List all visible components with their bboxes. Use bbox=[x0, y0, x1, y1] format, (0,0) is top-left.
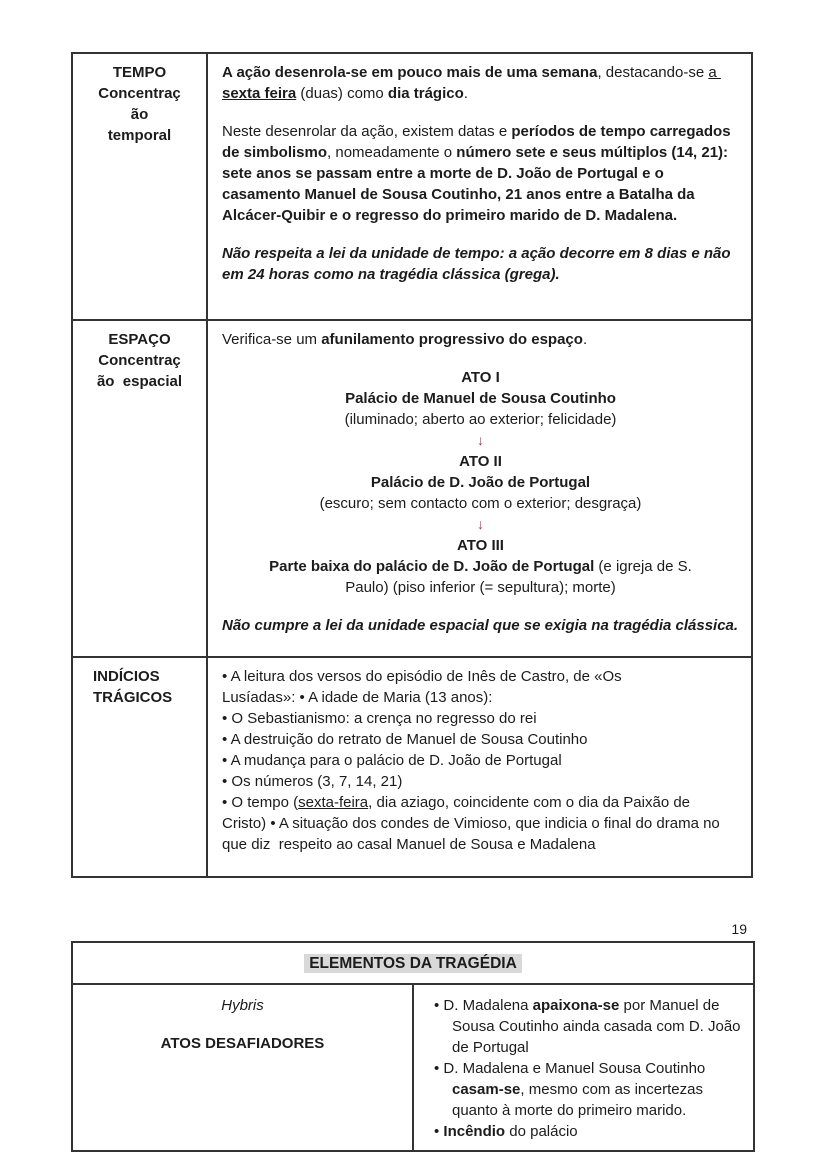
text-segment: ATO II bbox=[459, 453, 502, 470]
text-segment: . bbox=[463, 85, 468, 102]
text-line bbox=[222, 472, 739, 493]
text-segment: Concentraç bbox=[98, 85, 181, 102]
row-header-cell-espaco bbox=[72, 320, 207, 657]
text-line bbox=[222, 813, 739, 834]
text-segment: Cristo) • A situação dos condes de Vimioso, que indicia o final do drama no bbox=[222, 815, 720, 832]
text-segment: casam-se bbox=[452, 1081, 521, 1098]
text-segment: • A mudança para o palácio de D. João de Portugal bbox=[222, 752, 562, 769]
text-line bbox=[79, 995, 406, 1016]
tempo-espaco-indicios-table bbox=[71, 52, 753, 878]
text-segment: por Manuel de Sousa Coutinho ainda casada com D. João de Portugal bbox=[452, 997, 745, 1056]
text-segment: Não respeita a lei da unidade de tempo: a ação decorre em 8 dias e não em 24 horas como na tragédia clássica (grega). bbox=[222, 245, 735, 283]
text-line bbox=[79, 125, 200, 146]
text-segment: a bbox=[708, 64, 721, 81]
text-segment: , destacando-se bbox=[597, 64, 709, 81]
text-segment: Neste desenrolar da ação, existem datas e bbox=[222, 123, 512, 140]
text-segment: ão espacial bbox=[96, 373, 183, 390]
text-segment: • D. Madalena bbox=[434, 997, 533, 1014]
text-segment: que diz respeito ao casal Manuel de Sousa e Madalena bbox=[222, 836, 596, 853]
row-content-cell-espaco bbox=[207, 320, 752, 657]
text-segment: Lusíadas»: • A idade de Maria (13 anos): bbox=[222, 689, 493, 706]
text-segment: • Os números (3, 7, 14, 21) bbox=[222, 773, 403, 790]
text-segment: • A leitura dos versos do episódio de Inês de Castro, de «Os bbox=[222, 668, 622, 685]
text-segment: sexta feira bbox=[222, 85, 297, 102]
text-segment: do palácio bbox=[505, 1123, 578, 1140]
text-segment: Paulo) (piso inferior (= sepultura); morte) bbox=[345, 579, 616, 596]
text-line bbox=[222, 367, 739, 388]
table-title-row bbox=[72, 942, 754, 984]
text-line bbox=[93, 666, 200, 687]
text-line bbox=[222, 409, 739, 430]
row-content-cell-hybris bbox=[413, 984, 754, 1151]
blank-line bbox=[222, 598, 739, 615]
text-line bbox=[222, 451, 739, 472]
text-segment: Palácio de D. João de Portugal bbox=[370, 474, 591, 491]
text-line bbox=[79, 350, 200, 371]
text-line bbox=[79, 1033, 406, 1054]
text-segment: ATO I bbox=[461, 369, 500, 386]
text-segment: INDÍCIOS bbox=[93, 668, 160, 685]
text-line bbox=[79, 104, 200, 125]
text-line bbox=[222, 243, 739, 285]
row-content-cell-indicios bbox=[207, 657, 752, 877]
text-line bbox=[222, 687, 739, 708]
text-segment: Parte baixa do palácio de D. João de Portugal bbox=[269, 558, 595, 575]
text-line bbox=[79, 62, 200, 83]
row-header-cell-indicios bbox=[72, 657, 207, 877]
text-line bbox=[222, 615, 739, 636]
text-segment: ELEMENTOS DA TRAGÉDIA bbox=[304, 954, 522, 973]
text-segment: • O tempo ( bbox=[222, 794, 299, 811]
text-segment: , dia aziago, coincidente com o dia da Paixão de bbox=[368, 794, 691, 811]
text-line bbox=[222, 771, 739, 792]
blank-line bbox=[222, 350, 739, 367]
text-line bbox=[222, 62, 739, 104]
text-segment: • bbox=[434, 1123, 444, 1140]
blank-line bbox=[222, 226, 739, 243]
text-line bbox=[222, 329, 739, 350]
page-number: 19 bbox=[731, 921, 747, 937]
text-line bbox=[222, 792, 739, 813]
text-line bbox=[426, 1058, 741, 1121]
down-arrow-icon: ↓ bbox=[477, 516, 484, 532]
elementos-tragedia-table bbox=[71, 941, 755, 1152]
text-segment: sexta-feira bbox=[298, 794, 369, 811]
row-content-cell-tempo bbox=[207, 53, 752, 320]
text-line bbox=[426, 1121, 741, 1142]
text-segment: Incêndio bbox=[443, 1123, 506, 1140]
text-line bbox=[222, 535, 739, 556]
text-line bbox=[79, 83, 200, 104]
text-segment: (escuro; sem contacto com o exterior; desgraça) bbox=[319, 495, 642, 512]
text-segment: apaixona-se bbox=[532, 997, 620, 1014]
text-segment: Palácio de Manuel de Sousa Coutinho bbox=[345, 390, 616, 407]
text-line bbox=[222, 834, 739, 855]
text-segment: ATOS DESAFIADORES bbox=[160, 1035, 325, 1052]
text-line bbox=[222, 121, 739, 226]
table-row-indicios bbox=[72, 657, 752, 877]
text-segment: afunilamento progressivo do espaço bbox=[321, 331, 583, 348]
text-segment: ão bbox=[130, 106, 149, 123]
table-title-cell bbox=[72, 942, 754, 984]
text-line bbox=[79, 371, 200, 392]
text-line bbox=[222, 577, 739, 598]
text-segment: Concentraç bbox=[98, 352, 181, 369]
text-segment: Hybris bbox=[221, 997, 264, 1014]
text-segment: Não cumpre a lei da unidade espacial que se exigia na tragédia clássica. bbox=[222, 617, 739, 634]
text-segment: • A destruição do retrato de Manuel de Sousa Coutinho bbox=[222, 731, 588, 748]
text-line bbox=[93, 687, 200, 708]
text-line bbox=[426, 995, 745, 1058]
text-segment: , mesmo com as incertezas quanto à morte do primeiro marido. bbox=[452, 1081, 708, 1119]
table-row-espaco bbox=[72, 320, 752, 657]
text-line bbox=[222, 708, 739, 729]
text-segment: • O Sebastianismo: a crença no regresso do rei bbox=[222, 710, 537, 727]
text-line bbox=[222, 666, 739, 687]
text-segment: , nomeadamente o bbox=[327, 144, 457, 161]
text-segment: . bbox=[582, 331, 588, 348]
row-header-cell-hybris bbox=[72, 984, 413, 1151]
table-row-tempo bbox=[72, 53, 752, 320]
text-segment: ESPAÇO bbox=[108, 331, 171, 348]
text-line bbox=[222, 729, 739, 750]
table-row-hybris bbox=[72, 984, 754, 1151]
text-segment: períodos de tempo carregados de simbolismo bbox=[222, 123, 735, 161]
text-segment: temporal bbox=[107, 127, 172, 144]
text-line bbox=[79, 329, 200, 350]
text-segment: (duas) como bbox=[296, 85, 388, 102]
text-segment: (e igreja de S. bbox=[594, 558, 692, 575]
text-segment: TEMPO bbox=[112, 64, 167, 81]
text-line bbox=[222, 493, 739, 514]
text-segment: A ação desenrola-se em pouco mais de uma semana bbox=[222, 64, 598, 81]
text-segment: ATO III bbox=[457, 537, 504, 554]
text-segment: • D. Madalena e Manuel Sousa Coutinho bbox=[434, 1060, 710, 1077]
text-line bbox=[222, 388, 739, 409]
down-arrow-icon: ↓ bbox=[477, 432, 484, 448]
text-segment: dia trágico bbox=[387, 85, 464, 102]
row-header-cell-tempo bbox=[72, 53, 207, 320]
text-segment: Verifica-se um bbox=[222, 331, 322, 348]
text-line bbox=[222, 556, 739, 577]
blank-line bbox=[222, 104, 739, 121]
text-line bbox=[79, 953, 747, 974]
text-line bbox=[222, 750, 739, 771]
text-segment: número sete e seus múltiplos (14, 21): sete anos se passam entre a morte de D. João de Portugal e o casamento Manuel de Sousa Coutinho, 21 anos entre a Batalha da Alcácer-Quibir e o regresso do primeiro marido de D. Madalena. bbox=[222, 144, 733, 224]
text-segment: TRÁGICOS bbox=[93, 689, 173, 706]
blank-line bbox=[79, 1016, 406, 1033]
text-segment: (iluminado; aberto ao exterior; felicidade) bbox=[344, 411, 617, 428]
